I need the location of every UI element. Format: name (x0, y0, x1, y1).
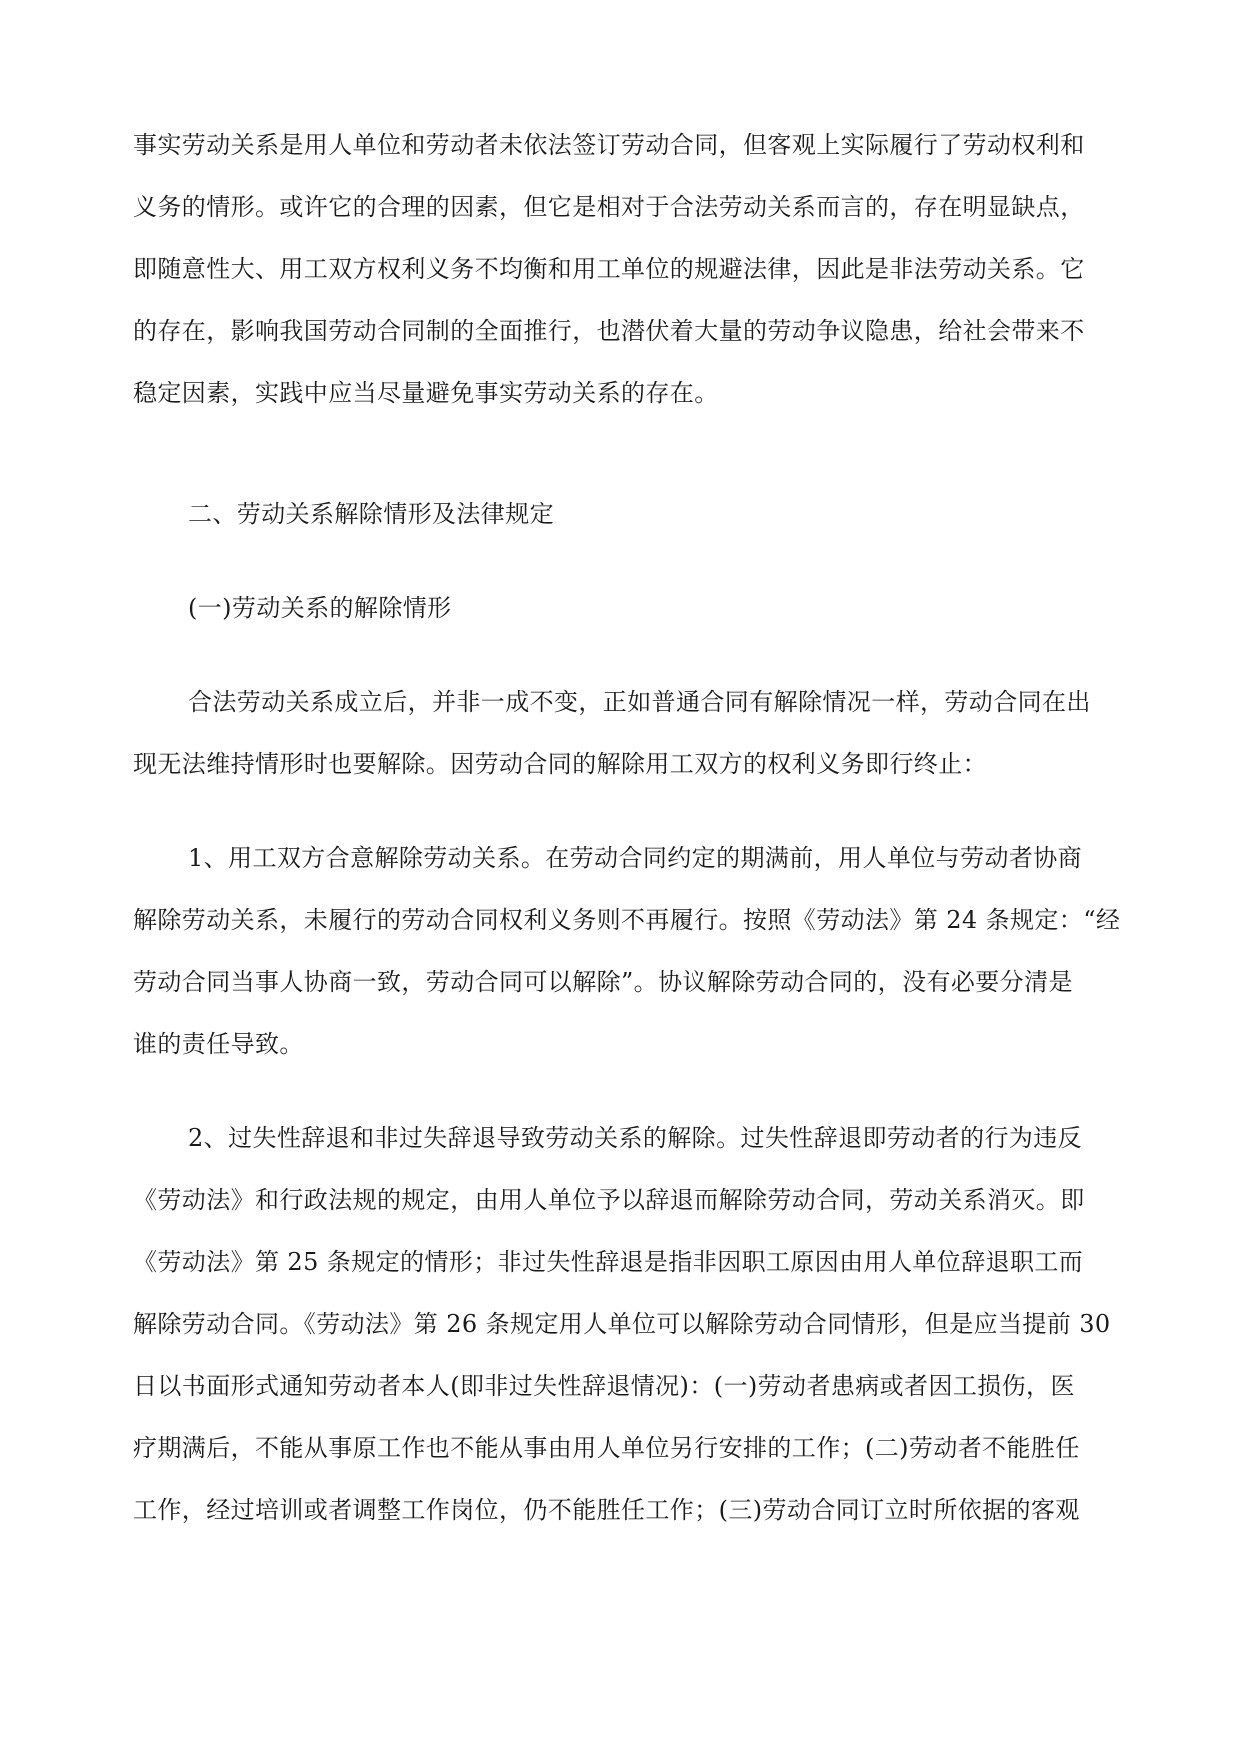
text-line: 解除劳动关系，未履行的劳动合同权利义务则不再履行。按照《劳动法》第 24 条规定：“经 (133, 906, 1121, 934)
text-line: 的存在，影响我国劳动合同制的全面推行，也潜伏着大量的劳动争议隐患，给社会带来不 (133, 317, 1085, 345)
text-line: 义务的情形。或许它的合理的因素，但它是相对于合法劳动关系而言的，存在明显缺点， (133, 193, 1085, 221)
text-line: 1、用工双方合意解除劳动关系。在劳动合同约定的期满前，用人单位与劳动者协商 (188, 844, 1083, 872)
text-line: 疗期满后，不能从事原工作也不能从事由用人单位另行安排的工作；(二)劳动者不能胜任 (133, 1434, 1080, 1462)
subheading-text: (一)劳动关系的解除情形 (188, 594, 452, 622)
text-line: 工作，经过培训或者调整工作岗位，仍不能胜任工作；(三)劳动合同订立时所依据的客观 (133, 1496, 1080, 1524)
text-line: 《劳动法》和行政法规的规定，由用人单位予以辞退而解除劳动合同，劳动关系消灭。即 (133, 1186, 1085, 1214)
text-line: 解除劳动合同。《劳动法》第 26 条规定用人单位可以解除劳动合同情形，但是应当提前 30 (133, 1310, 1111, 1338)
text-line: 即随意性大、用工双方权利义务不均衡和用工单位的规避法律，因此是非法劳动关系。它 (133, 255, 1085, 283)
text-line: 《劳动法》第 25 条规定的情形；非过失性辞退是指非因职工原因由用人单位辞退职工而 (133, 1248, 1084, 1276)
heading-text: 二、劳动关系解除情形及法律规定 (188, 500, 554, 528)
text-line: 现无法维持情形时也要解除。因劳动合同的解除用工双方的权利义务即行终止： (133, 750, 987, 778)
text-line: 事实劳动关系是用人单位和劳动者未依法签订劳动合同，但客观上实际履行了劳动权利和 (133, 131, 1085, 159)
text-line: 稳定因素，实践中应当尽量避免事实劳动关系的存在。 (133, 379, 719, 407)
text-line: 日以书面形式通知劳动者本人(即非过失性辞退情况)：(一)劳动者患病或者因工损伤，医 (133, 1372, 1075, 1400)
text-line: 谁的责任导致。 (133, 1030, 304, 1058)
text-line: 2、过失性辞退和非过失辞退导致劳动关系的解除。过失性辞退即劳动者的行为违反 (188, 1124, 1083, 1152)
text-line: 劳动合同当事人协商一致，劳动合同可以解除”。协议解除劳动合同的，没有必要分清是 (133, 968, 1073, 996)
text-line: 合法劳动关系成立后，并非一成不变，正如普通合同有解除情况一样，劳动合同在出 (188, 688, 1091, 716)
